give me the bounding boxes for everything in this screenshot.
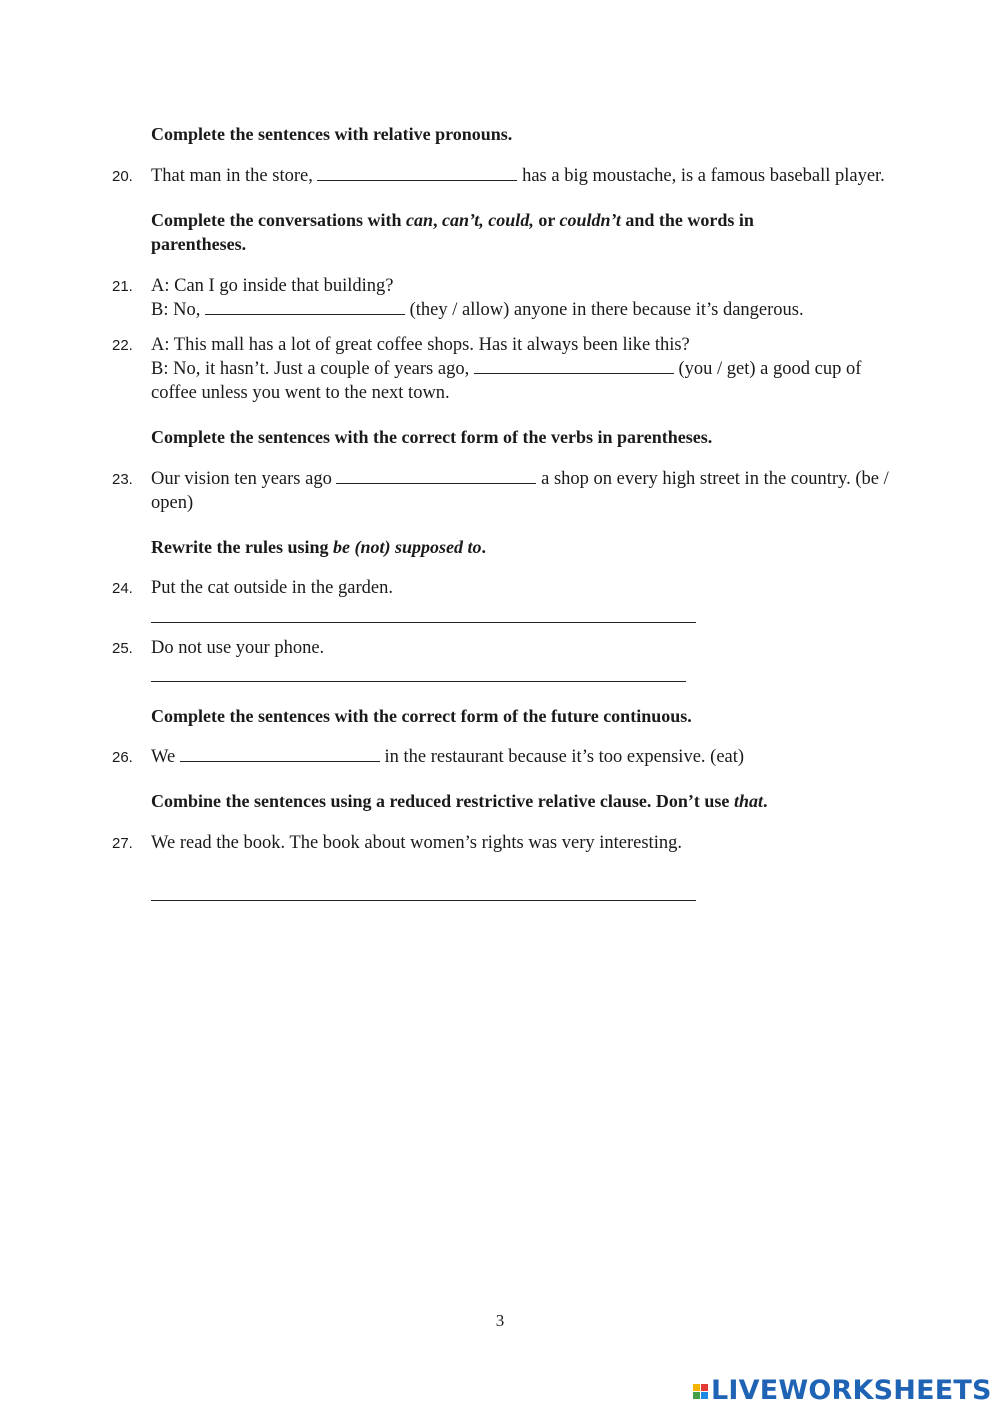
question-number-21: 21. bbox=[112, 278, 133, 295]
question-27: We read the book. The book about women’s rights was very interesting. bbox=[151, 833, 682, 853]
question-number-25: 25. bbox=[112, 640, 133, 657]
question-26: We in the restaurant because it’s too expensive. (eat) bbox=[151, 747, 745, 767]
instruction-heading-supposed-to: Rewrite the rules using be (not) supposed to. bbox=[151, 537, 486, 557]
liveworksheets-logo bbox=[693, 1376, 992, 1406]
answer-blank-22[interactable] bbox=[474, 357, 674, 374]
question-number-23: 23. bbox=[112, 471, 133, 488]
answer-blank-26[interactable] bbox=[180, 745, 380, 762]
question-20: That man in the store, has a big moustache, is a famous baseball player. bbox=[151, 166, 885, 186]
answer-blank-21[interactable] bbox=[205, 298, 405, 315]
question-number-22: 22. bbox=[112, 337, 133, 354]
question-22: A: This mall has a lot of great coffee shops. Has it always been like this? B: No, it hasn’t. Just a couple of years ago, (you / get) a good cup of coffee unless you went to the next town. bbox=[151, 335, 862, 403]
logo-text: LIVEWORKSHEETS bbox=[711, 1375, 992, 1406]
answer-line-27[interactable] bbox=[151, 900, 696, 901]
question-number-27: 27. bbox=[112, 835, 133, 852]
instruction-heading-modals: Complete the conversations with can, can’t, could, or couldn’t and the words in parentheses. bbox=[151, 210, 754, 254]
page-number: 3 bbox=[495, 1311, 505, 1330]
instruction-heading-verb-forms: Complete the sentences with the correct form of the verbs in parentheses. bbox=[151, 427, 713, 447]
question-21: A: Can I go inside that building? B: No, (they / allow) anyone in there because it’s dangerous. bbox=[151, 276, 804, 320]
answer-line-24[interactable] bbox=[151, 622, 696, 623]
liveworksheets-logo-icon bbox=[693, 1384, 708, 1399]
question-number-20: 20. bbox=[112, 168, 133, 185]
question-23: Our vision ten years ago a shop on every high street in the country. (be / open) bbox=[151, 469, 889, 513]
answer-blank-20[interactable] bbox=[317, 164, 517, 181]
answer-blank-23[interactable] bbox=[336, 467, 536, 484]
question-number-24: 24. bbox=[112, 580, 133, 597]
instruction-heading-relative-clause: Combine the sentences using a reduced restrictive relative clause. Don’t use that. bbox=[151, 791, 768, 811]
question-24: Put the cat outside in the garden. bbox=[151, 578, 393, 598]
question-number-26: 26. bbox=[112, 749, 133, 766]
instruction-heading-relative-pronouns: Complete the sentences with relative pronouns. bbox=[151, 124, 513, 144]
question-25: Do not use your phone. bbox=[151, 638, 325, 658]
answer-line-25[interactable] bbox=[151, 681, 686, 682]
instruction-heading-future-continuous: Complete the sentences with the correct form of the future continuous. bbox=[151, 706, 692, 726]
